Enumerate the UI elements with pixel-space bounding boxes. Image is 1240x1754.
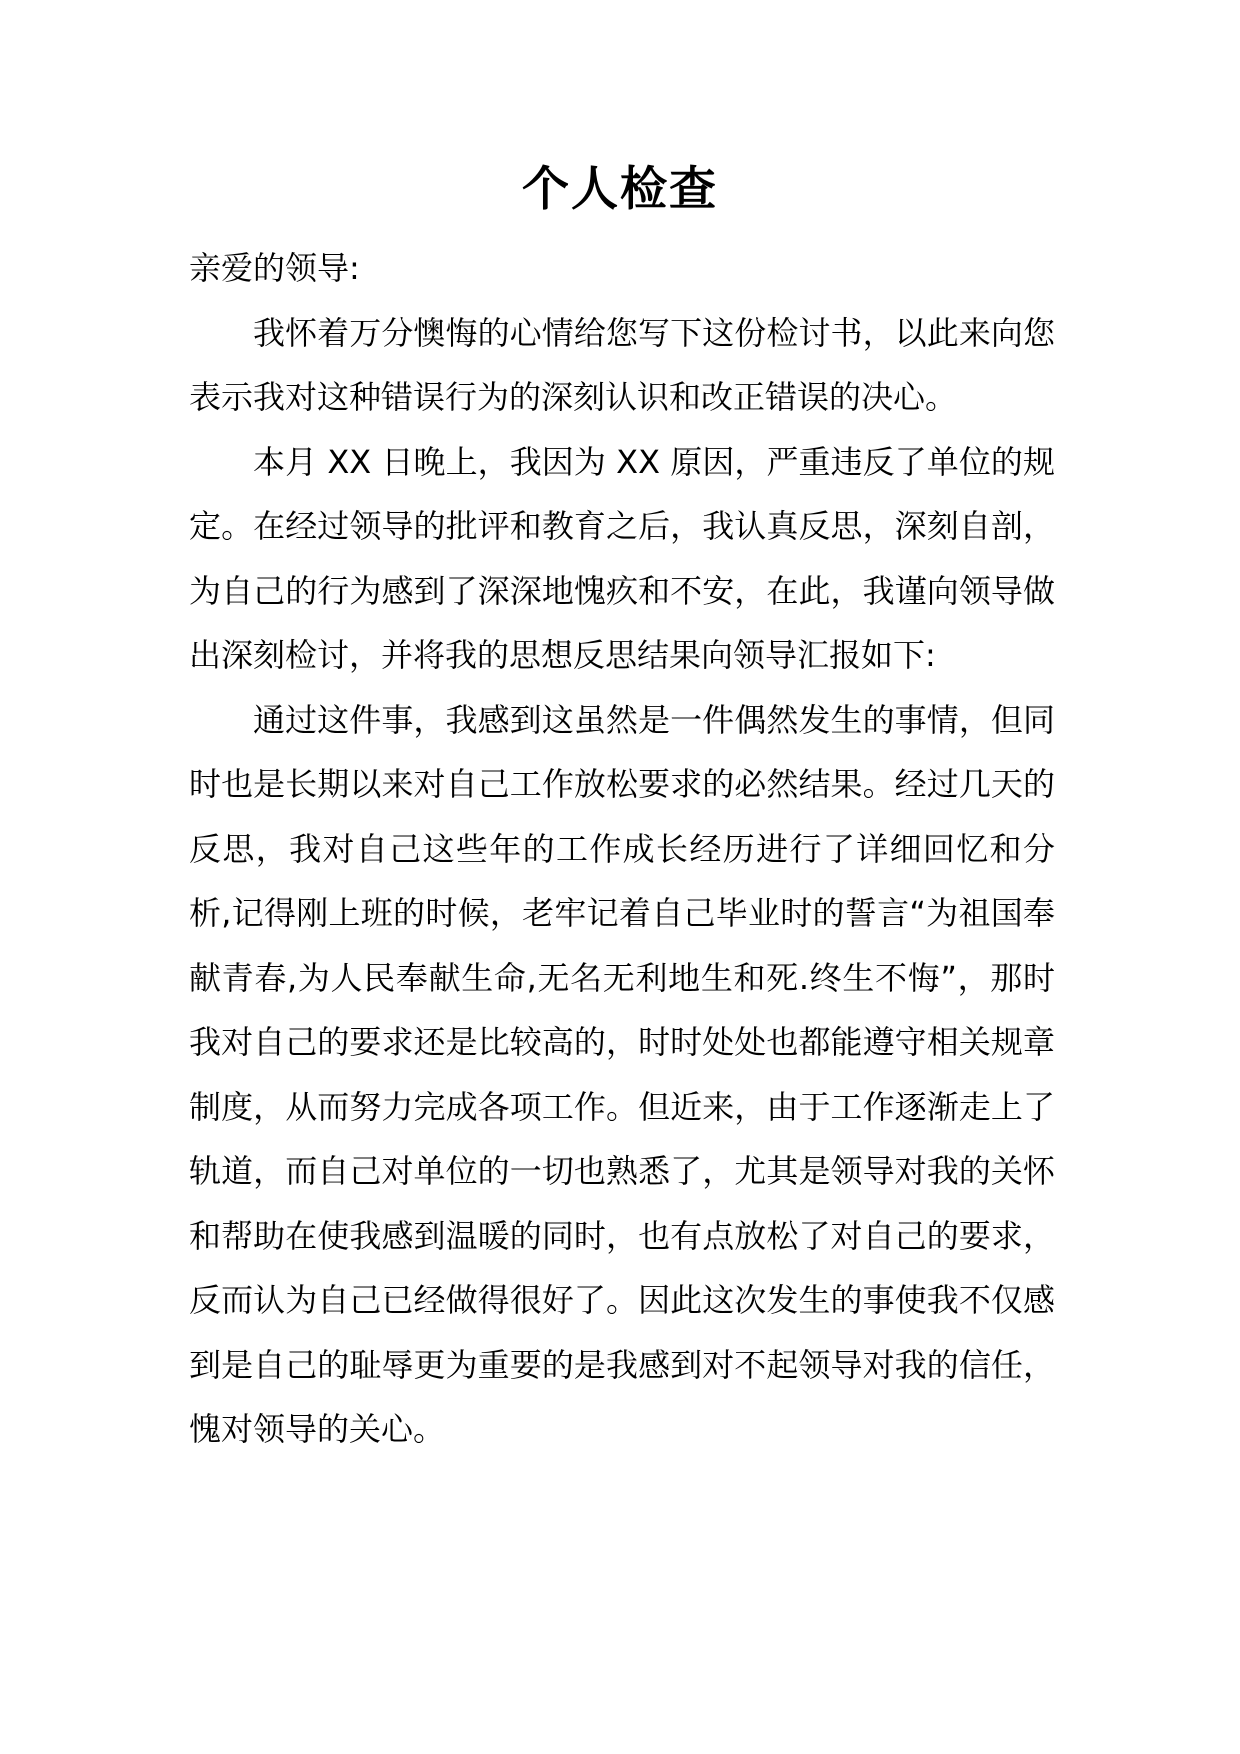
paragraph-2: 本月 XX 日晚上，我因为 XX 原因，严重违反了单位的规定。在经过领导的批评和教育之后，我认真反思，深刻自剖，为自己的行为感到了深深地愧疚和不安，在此，我谨向领导做出深刻检讨，并将我的思想反思结果向领导汇报如下: [189,442,1055,674]
salutation: 亲爱的领导: [189,249,360,287]
document-title: 个人检查 [522,162,718,217]
paragraph-1: 我怀着万分懊悔的心情给您写下这份检讨书，以此来向您表示我对这种错误行为的深刻认识和改正错误的决心。 [189,313,1055,416]
paragraph-3: 通过这件事，我感到这虽然是一件偶然发生的事情，但同时也是长期以来对自己工作放松要求的必然结果。经过几天的反思，我对自己这些年的工作成长经历进行了详细回忆和分析,记得刚上班的时候，老牢记着自己毕业时的誓言“为祖国奉献青春,为人民奉献生命,无名无利地生和死.终生不悔”，那时我对自己的要求还是比较高的，时时处处也都能遵守相关规章制度，从而努力完成各项工作。但近来，由于工作逐渐走上了轨道，而自己对单位的一切也熟悉了，尤其是领导对我的关怀和帮助在使我感到温暖的同时，也有点放松了对自己的要求，反而认为自己已经做得很好了。因此这次发生的事使我不仅感到是自己的耻辱更为重要的是我感到对不起领导对我的信任，愧对领导的关心。 [189,700,1055,1448]
document-body [189,236,1055,1462]
